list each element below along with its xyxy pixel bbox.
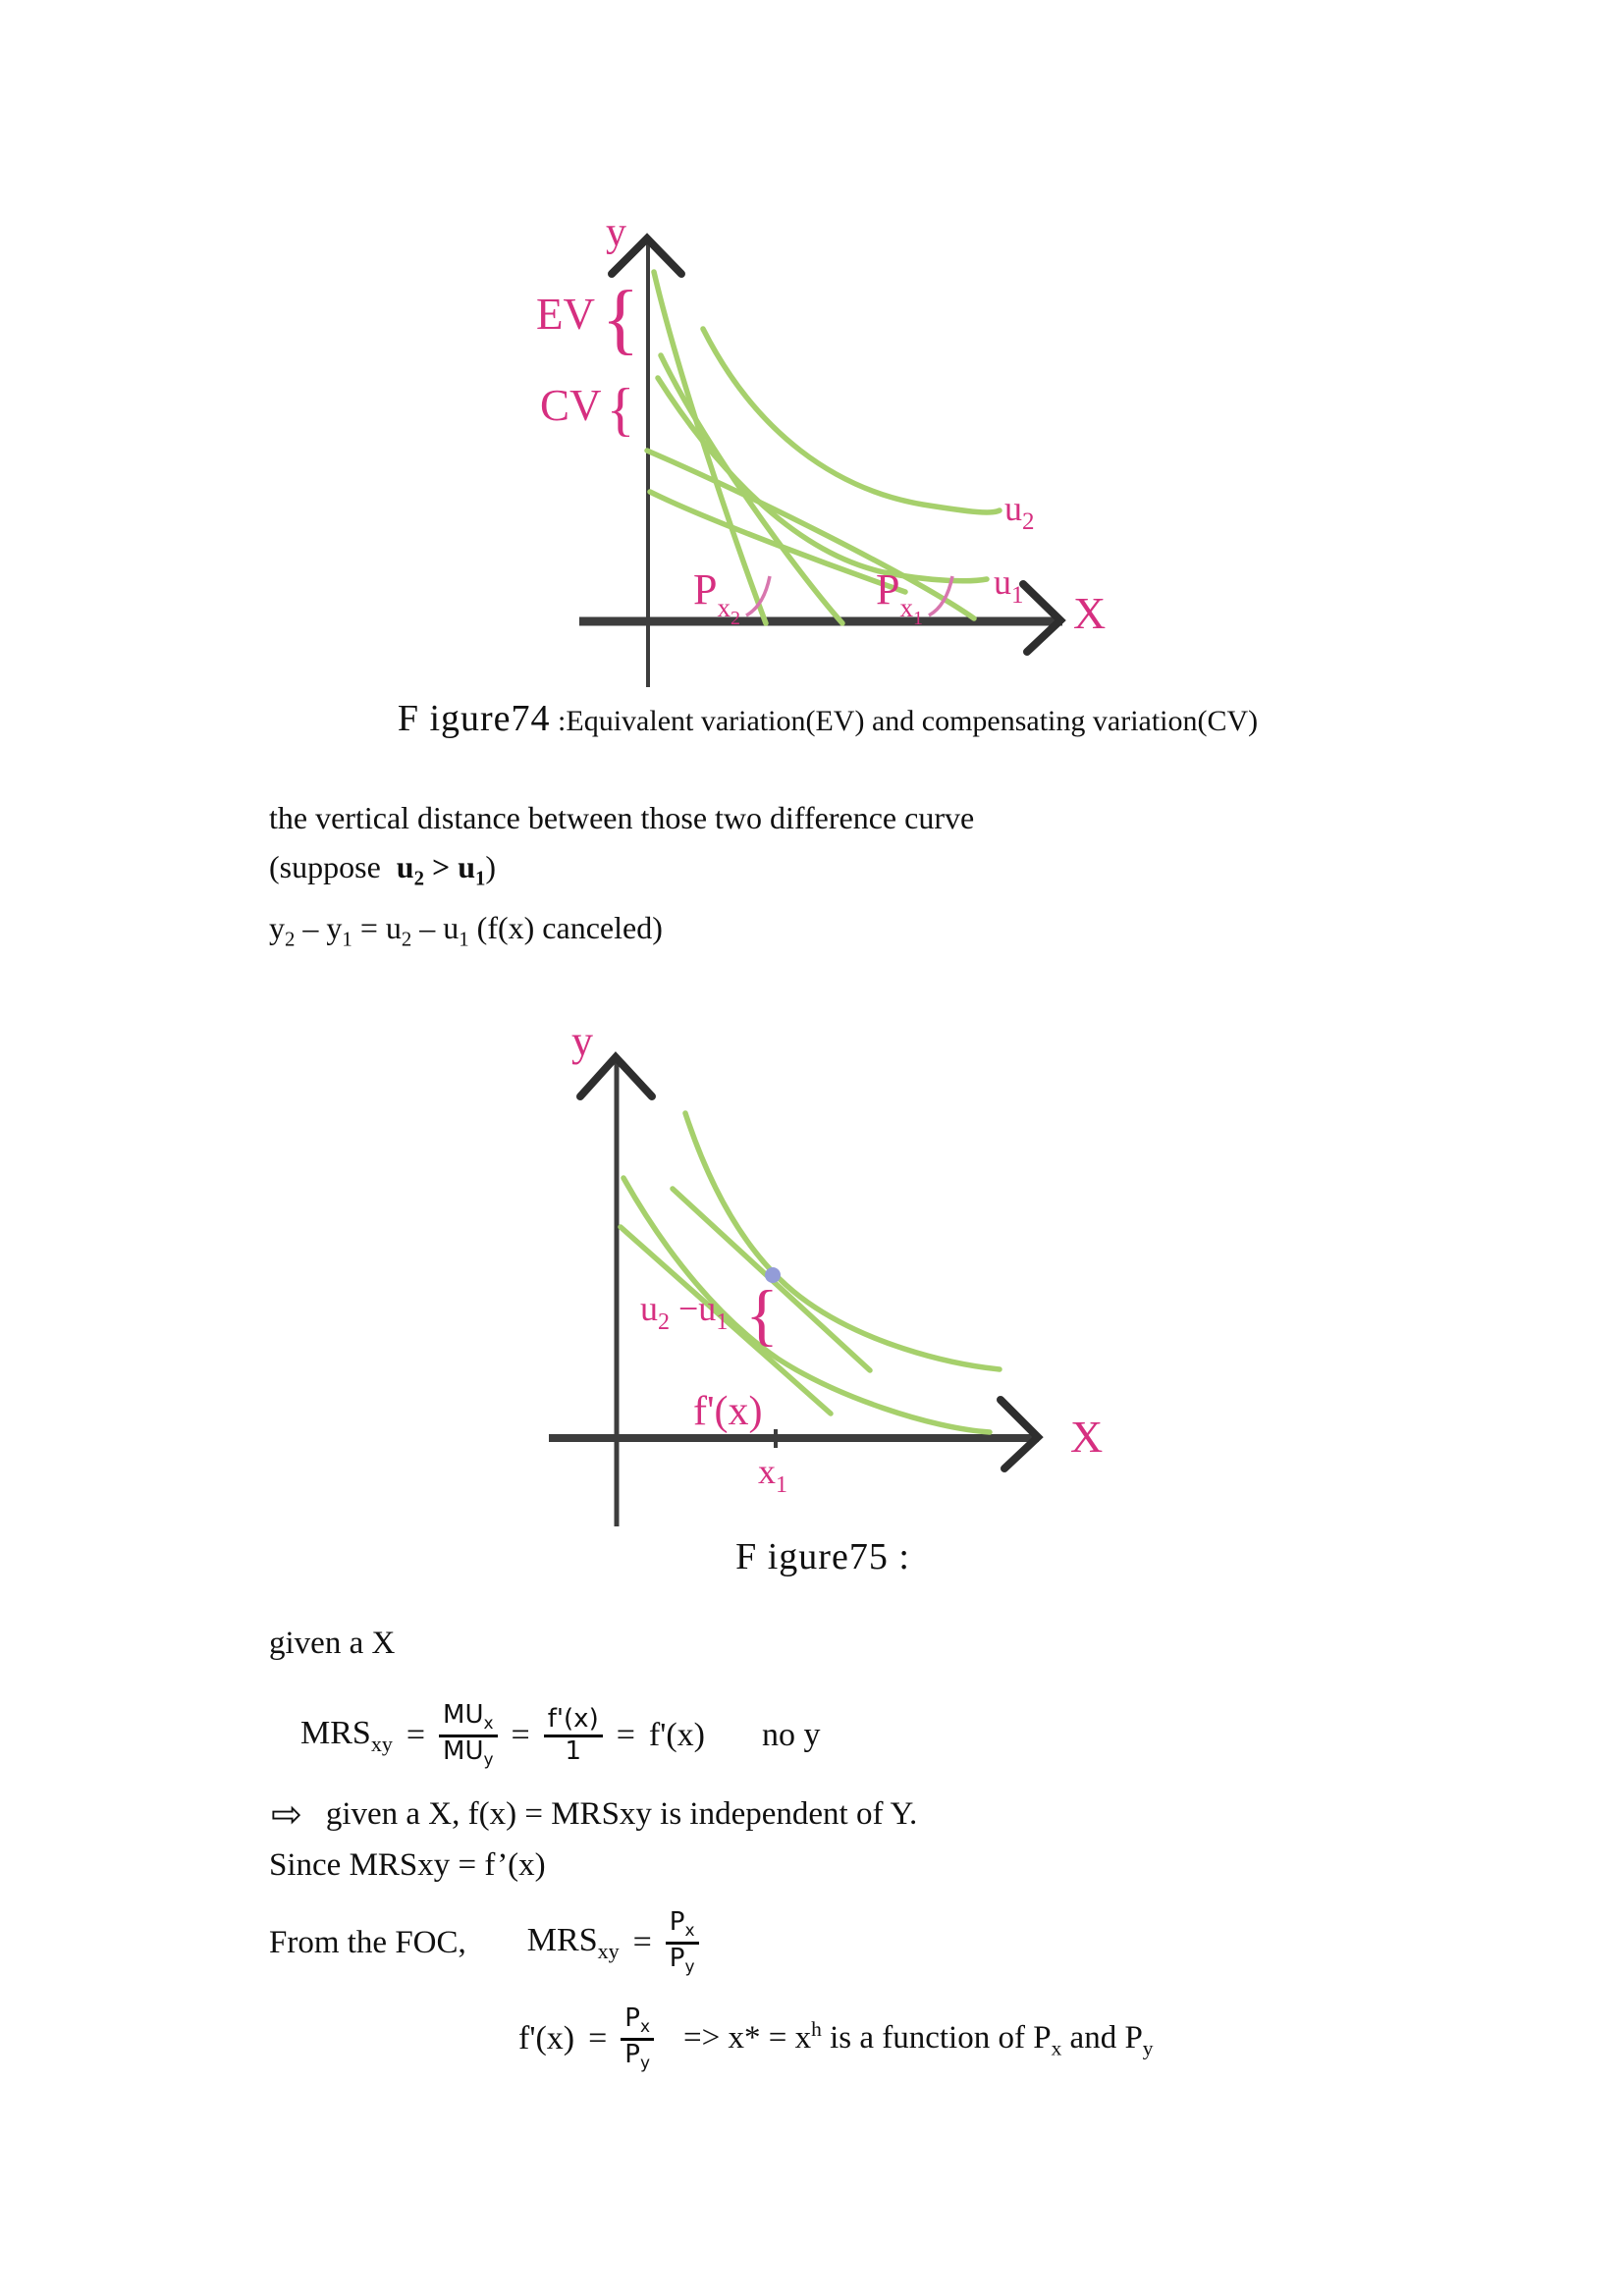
figure74-px1-subsub: 1 xyxy=(912,608,923,629)
final-tsub1: x xyxy=(1051,2036,1062,2060)
foc-py-sub: y xyxy=(684,1956,695,1977)
figure74-u1-base: u xyxy=(994,562,1011,602)
final-px-base: P xyxy=(624,2002,640,2033)
y-sub2: 1 xyxy=(342,928,352,951)
u-sub3: 2 xyxy=(401,928,412,951)
final-mid: => x* = x xyxy=(683,2019,812,2056)
foc-px-sub: x xyxy=(684,1920,695,1941)
figure75-udiff-s2: 1 xyxy=(716,1309,729,1335)
final-py-base: P xyxy=(624,2039,640,2069)
canceled-note: (f(x) canceled) xyxy=(468,910,663,946)
minus-y: – y xyxy=(295,910,343,946)
foc-mrs-subscript: xy xyxy=(597,1938,620,1963)
final-conclusion xyxy=(683,2017,1153,2061)
foc-line xyxy=(269,1900,699,1985)
figure75-diagram xyxy=(461,996,1149,1566)
foc-price-fraction xyxy=(666,1908,699,1977)
paragraph-line-1 xyxy=(269,793,974,842)
foc-label: From the FOC, xyxy=(269,1924,466,1960)
figure75-udiff-s1: 2 xyxy=(658,1309,670,1335)
figure75-udiff-label xyxy=(640,1289,728,1335)
fprime-numerator: f'(x) xyxy=(547,1703,599,1734)
figure75-x1-sub: 1 xyxy=(776,1472,787,1498)
suppose-math xyxy=(396,849,486,890)
figure74-indifference-curve-u2 xyxy=(703,329,1000,512)
figure75-x1-base: x xyxy=(758,1452,776,1491)
mu-num-sub: x xyxy=(483,1713,494,1734)
figure75-caption-title: F igure75 xyxy=(735,1536,889,1577)
fprime-denominator: 1 xyxy=(565,1735,581,1766)
paragraph-line-2 xyxy=(269,842,974,903)
final-tail2: and P xyxy=(1061,2019,1143,2056)
figure74-cv-brace: { xyxy=(606,377,635,442)
rightwards-white-arrow-icon: ⇨ xyxy=(271,1792,302,1836)
figure74-y-axis-label: y xyxy=(606,210,626,255)
figure74-px2-sub: x xyxy=(717,593,731,622)
fprime-result: f'(x) xyxy=(648,1717,705,1753)
figure75-udiff-brace: { xyxy=(745,1277,779,1354)
gt-u: > u xyxy=(423,849,475,884)
final-tsub2: y xyxy=(1142,2036,1154,2060)
mrs-subscript: xy xyxy=(370,1731,393,1756)
figure75-y-axis-label: y xyxy=(571,1017,593,1065)
foc-mrs-term xyxy=(527,1922,620,1964)
paragraph-line-1-text: the vertical distance between those two difference curve xyxy=(269,800,975,835)
eq-u: = u xyxy=(352,910,402,946)
foc-price-num xyxy=(666,1908,699,1942)
final-py-sub: y xyxy=(639,2053,651,2073)
given-a-x-line: given a X xyxy=(269,1626,396,1661)
fprime-fraction xyxy=(544,1705,603,1767)
y-sub: 2 xyxy=(285,928,296,951)
y-base: y xyxy=(269,910,285,946)
mu-denominator xyxy=(439,1737,498,1771)
figure74-cv-label: CV xyxy=(540,381,602,430)
figure74-caption-desc: Equivalent variation(EV) and compensating variation(CV) xyxy=(566,705,1259,737)
close-paren: ) xyxy=(485,849,497,884)
figure74-u2-sub: 2 xyxy=(1022,508,1035,535)
figure75-udiff-b: −u xyxy=(670,1289,717,1328)
mrs-base: MRS xyxy=(300,1714,371,1751)
equals-sign: = xyxy=(588,2020,608,2056)
foc-py-base: P xyxy=(669,1943,685,1973)
equals-sign: = xyxy=(511,1717,530,1753)
figure74-caption-title: F igure74 xyxy=(397,698,551,739)
u-sub2: 1 xyxy=(475,867,486,890)
paragraph-line-3 xyxy=(269,903,974,964)
mu-fraction xyxy=(439,1701,498,1770)
equals-sign: = xyxy=(406,1717,426,1753)
suppose-text: (suppose xyxy=(269,849,397,884)
u-sub: 2 xyxy=(413,867,424,890)
figure74-caption-sep: : xyxy=(550,705,567,737)
figure74-ev-label: EV xyxy=(536,290,595,339)
figure74-ev-brace: { xyxy=(601,276,640,362)
figure75-caption xyxy=(479,1535,1166,1578)
figure75-x-axis-label: X xyxy=(1070,1412,1104,1462)
mu-den-sub: y xyxy=(483,1749,494,1770)
figure75-udiff-a: u xyxy=(640,1289,658,1328)
mu-numerator xyxy=(439,1701,498,1735)
foc-px-base: P xyxy=(669,1906,685,1937)
paragraph-vertical-distance xyxy=(269,793,974,965)
final-tail1: is a function of P xyxy=(821,2019,1052,2056)
final-line xyxy=(518,1997,1154,2081)
figure74-x-axis-label: X xyxy=(1073,588,1107,638)
implication-line xyxy=(271,1787,917,1842)
figure74-px1-sub: x xyxy=(899,593,913,622)
figure74-px2-subsub: 2 xyxy=(730,608,740,629)
figure74-px2-base: P xyxy=(693,565,718,614)
minus-u: – u xyxy=(411,910,460,946)
equals-sign: = xyxy=(632,1924,652,1960)
figure75-fx-label: f'(x) xyxy=(693,1389,763,1434)
final-price-den xyxy=(621,2041,654,2074)
figure74-u2-base: u xyxy=(1004,489,1022,528)
final-sup-h: h xyxy=(811,2016,822,2041)
final-price-num xyxy=(621,2004,654,2038)
since-line: Since MRSxy = f’(x) xyxy=(269,1847,546,1883)
mu-den-base: MU xyxy=(443,1735,484,1766)
final-fprime: f'(x) xyxy=(518,2020,575,2056)
u-sub4: 1 xyxy=(459,928,469,951)
figure74-u2-label xyxy=(1004,489,1035,535)
figure75-caption-sep: : xyxy=(888,1536,910,1577)
u-base: u xyxy=(396,849,414,884)
equals-sign: = xyxy=(616,1717,635,1753)
foc-price-den xyxy=(666,1945,699,1978)
figure74-caption xyxy=(391,697,1265,740)
figure74-px1-base: P xyxy=(876,565,900,614)
foc-mrs-base: MRS xyxy=(526,1921,598,1958)
figure75-x1-label xyxy=(758,1452,787,1498)
mu-num-base: MU xyxy=(443,1699,484,1730)
final-px-sub: x xyxy=(639,2016,651,2037)
implication-text: given a X, f(x) = MRSxy is independent of Y. xyxy=(325,1795,918,1832)
mrs-term xyxy=(300,1715,393,1757)
figure74-u1-sub: 1 xyxy=(1011,582,1024,609)
no-y-note: no y xyxy=(762,1717,821,1753)
final-price-fraction xyxy=(621,2004,654,2073)
figure74-diagram xyxy=(363,133,1149,702)
figure74-u1-label xyxy=(994,562,1024,609)
mrs-equation xyxy=(300,1688,821,1783)
